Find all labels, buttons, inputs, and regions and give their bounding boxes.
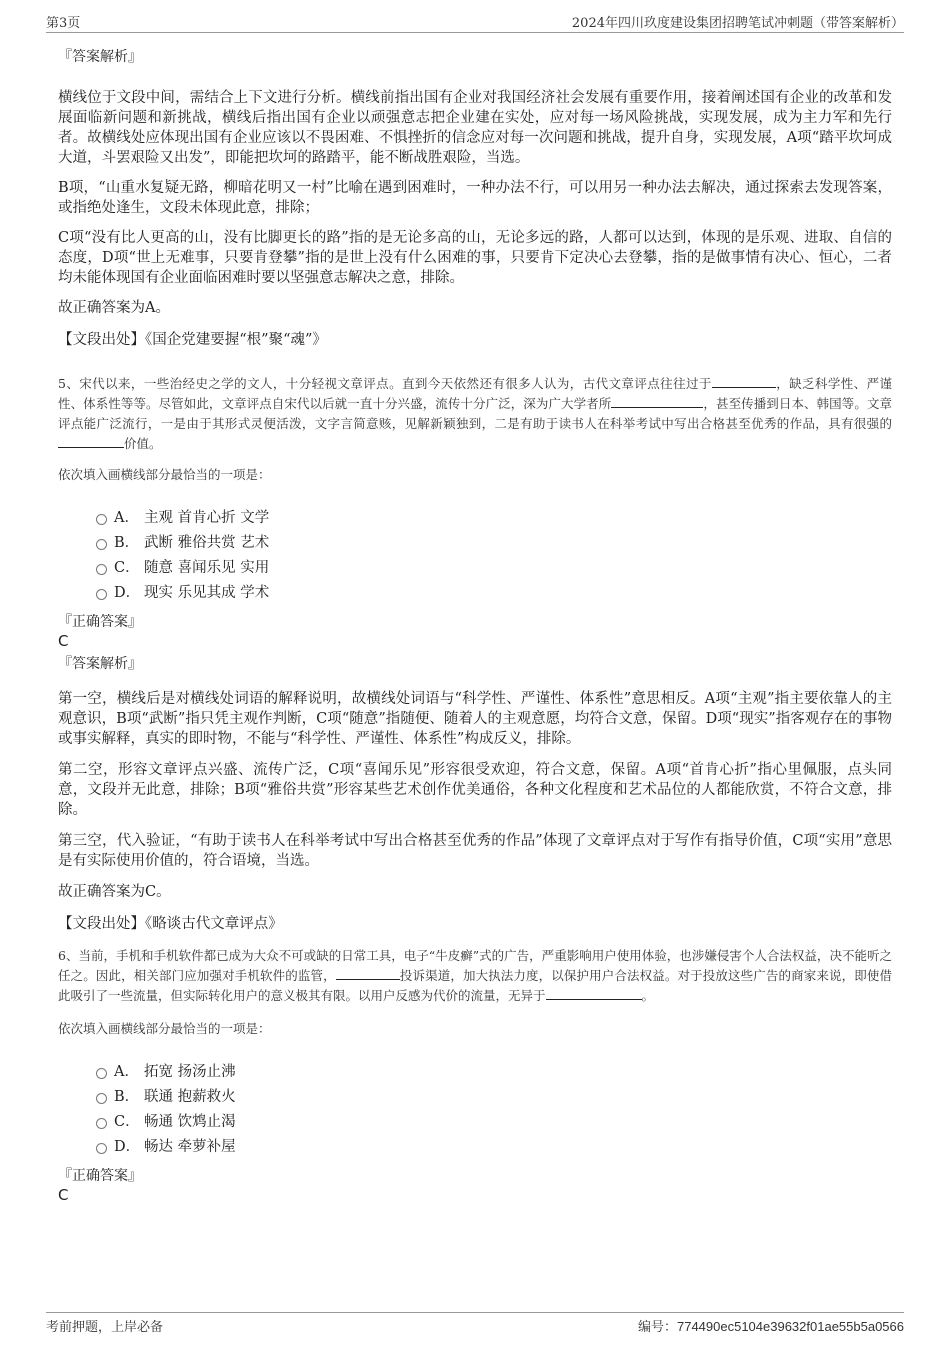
option-letter: B． bbox=[114, 535, 140, 551]
q5-stem-part: 5、宋代以来，一些治经史之学的文人，十分轻视文章评点。直到今天依然还有很多人认为，古代文章评点往往过于 bbox=[58, 376, 712, 391]
radio-icon[interactable] bbox=[96, 1093, 107, 1104]
q5-correct-label: 『正确答案』 bbox=[58, 614, 142, 630]
q5-option-a[interactable] bbox=[58, 506, 892, 531]
q6-options bbox=[58, 1060, 892, 1160]
q6-stem bbox=[58, 946, 892, 1006]
radio-icon[interactable] bbox=[96, 514, 107, 525]
q6-stem-part: 投诉渠道，加大执法力度，以保护用户合法权益。对于投放这些广告的商家来说，即使借此吸引了一些流量，但实际转化用户的意义极其有限。以用户反感为代价的流量，无异于 bbox=[58, 968, 892, 1003]
q5-analysis-label: 『答案解析』 bbox=[58, 656, 142, 672]
q5-option-b[interactable] bbox=[58, 531, 892, 556]
q5-correct-answer: C bbox=[58, 632, 69, 650]
q6-blank-1 bbox=[336, 967, 400, 980]
q6-option-a[interactable] bbox=[58, 1060, 892, 1085]
option-text: 现实 乐见其成 学术 bbox=[144, 585, 270, 601]
q4-analysis-label: 『答案解析』 bbox=[58, 49, 142, 65]
option-letter: C． bbox=[114, 560, 140, 576]
q5-stem bbox=[58, 374, 892, 454]
document-code bbox=[638, 1316, 904, 1335]
option-text: 主观 首肯心折 文学 bbox=[144, 510, 270, 526]
q5-blank-1 bbox=[712, 375, 776, 388]
radio-icon[interactable] bbox=[96, 539, 107, 550]
page-content bbox=[58, 40, 892, 1204]
q5-instruction: 依次填入画横线部分最恰当的一项是： bbox=[58, 467, 271, 482]
q5-analysis-paragraph: 第三空，代入验证，“有助于读书人在科举考试中写出合格甚至优秀的作品”体现了文章评点对于写作有指导价值，C项“实用”意思是有实际使用价值的，符合语境，当选。 bbox=[58, 833, 892, 869]
option-letter: C． bbox=[114, 1114, 140, 1130]
q6-correct-label: 『正确答案』 bbox=[58, 1168, 142, 1184]
footer-slogan: 考前押题，上岸必备 bbox=[46, 1320, 164, 1335]
q5-stem-part: ，甚至传播到日本、韩国等。文章评点能广泛流行，一是由于其形式灵便活泼，文字言简意赅，见解新颖独到，二是有助于读书人在科举考试中写出合格甚至优秀的作品，具有很强的 bbox=[58, 396, 892, 431]
q6-option-c[interactable] bbox=[58, 1110, 892, 1135]
q4-conclusion: 故正确答案为A。 bbox=[58, 300, 170, 316]
q6-option-b[interactable] bbox=[58, 1085, 892, 1110]
q5-source: 【文段出处】《略谈古代文章评点》 bbox=[58, 916, 283, 932]
option-text: 畅通 饮鸩止渴 bbox=[144, 1114, 236, 1130]
option-letter: B． bbox=[114, 1089, 140, 1105]
q4-source: 【文段出处】《国企党建要握“根”聚“魂”》 bbox=[58, 332, 327, 348]
radio-icon[interactable] bbox=[96, 1118, 107, 1129]
q6-stem-part: 6、当前，手机和手机软件都已成为大众不可或缺的日常工具，电子“牛皮癣”式的广告，严重影响用户使用体验，也涉嫌侵害个人合法权益，决不能听之任之。因此，相关部门应加强对手机软件的监管， bbox=[58, 948, 892, 983]
q4-analysis-paragraph: B项，“山重水复疑无路，柳暗花明又一村”比喻在遇到困难时，一种办法不行，可以用另一种办法去解决，通过探索去发现答案，或指绝处逢生，文段未体现此意，排除； bbox=[58, 180, 892, 216]
radio-icon[interactable] bbox=[96, 564, 107, 575]
q6-correct-answer: C bbox=[58, 1186, 69, 1204]
q5-analysis-paragraph: 第二空，形容文章评点兴盛、流传广泛，C项“喜闻乐见”形容很受欢迎，符合文意，保留。A项“首肯心折”指心里佩服，点头同意，文段并无此意，排除；B项“雅俗共赏”形容某些艺术创作优美通俗，各种文化程度和艺术品位的人都能欣赏，不符合文意，排除。 bbox=[58, 762, 892, 818]
q6-instruction: 依次填入画横线部分最恰当的一项是： bbox=[58, 1021, 271, 1036]
radio-icon[interactable] bbox=[96, 1068, 107, 1079]
option-letter: D． bbox=[114, 585, 141, 601]
code-value: 774490ec5104e39632f01ae55b5a0566 bbox=[676, 1319, 904, 1334]
q6-stem-part: 。 bbox=[641, 988, 655, 1003]
q5-blank-2 bbox=[611, 395, 703, 408]
code-label: 编号： bbox=[637, 1320, 677, 1335]
q6-blank-2 bbox=[546, 987, 642, 1000]
q5-analysis-paragraph: 第一空，横线后是对横线处词语的解释说明，故横线处词语与“科学性、严谨性、体系性”意思相反。A项“主观”指主要依靠人的主观意识，B项“武断”指只凭主观作判断，C项“随意”指随便、随着人的主观意愿，均符合文意，保留。D项“现实”指客观存在的事物或事实解释，真实的即时物，不能与“科学性、严谨性、体系性”构成反义，排除。 bbox=[58, 691, 892, 747]
option-text: 联通 抱薪救火 bbox=[144, 1089, 236, 1105]
option-letter: D． bbox=[114, 1139, 141, 1155]
option-text: 拓宽 扬汤止沸 bbox=[144, 1064, 236, 1080]
q5-option-c[interactable] bbox=[58, 556, 892, 581]
q5-stem-part: 价值。 bbox=[124, 436, 162, 451]
page-number: 第3页 bbox=[46, 16, 81, 31]
q5-stem-part: ，缺乏科学性、严谨性、体系性等等。尽管如此，文章评点自宋代以后就一直十分兴盛，流传十分广泛，深为广大学者所 bbox=[58, 376, 892, 411]
radio-icon[interactable] bbox=[96, 1143, 107, 1154]
q6-option-d[interactable] bbox=[58, 1135, 892, 1160]
q4-analysis-paragraph: 横线位于文段中间，需结合上下文进行分析。横线前指出国有企业对我国经济社会发展有重要作用，接着阐述国有企业的改革和发展面临新问题和新挑战，横线后指出国有企业以顽强意志把企业建在实处，应对每一场风险挑战，实现发展，成为主力军和先行者。故横线处应体现出国有企业应该以不畏困难、不惧挫折的信念应对每一次问题和挑战，提升自身，实现发展，A项“踏平坎坷成大道，斗罢艰险又出发”，即能把坎坷的路踏平，能不断战胜艰险，当选。 bbox=[58, 90, 892, 166]
option-letter: A． bbox=[114, 1064, 139, 1080]
q5-options bbox=[58, 506, 892, 606]
option-text: 随意 喜闻乐见 实用 bbox=[144, 560, 270, 576]
option-text: 武断 雅俗共赏 艺术 bbox=[144, 535, 270, 551]
radio-icon[interactable] bbox=[96, 589, 107, 600]
q4-analysis-paragraph: C项“没有比人更高的山，没有比脚更长的路”指的是无论多高的山，无论多远的路，人都可以达到，体现的是乐观、进取、自信的态度，D项“世上无难事，只要肯登攀”指的是世上没有什么困难的事，只要肯下定决心去登攀，指的是做事情有决心、恒心，二者均未能体现国有企业面临困难时要以坚强意志解决之意，排除。 bbox=[58, 230, 892, 286]
option-text: 畅达 牵萝补屋 bbox=[144, 1139, 236, 1155]
q5-conclusion: 故正确答案为C。 bbox=[58, 884, 171, 900]
page-header bbox=[46, 12, 904, 33]
page-footer bbox=[46, 1312, 904, 1335]
q5-option-d[interactable] bbox=[58, 581, 892, 606]
q5-blank-3 bbox=[58, 435, 124, 448]
document-title: 2024年四川玖度建设集团招聘笔试冲刺题（带答案解析） bbox=[571, 16, 904, 31]
option-letter: A． bbox=[114, 510, 139, 526]
